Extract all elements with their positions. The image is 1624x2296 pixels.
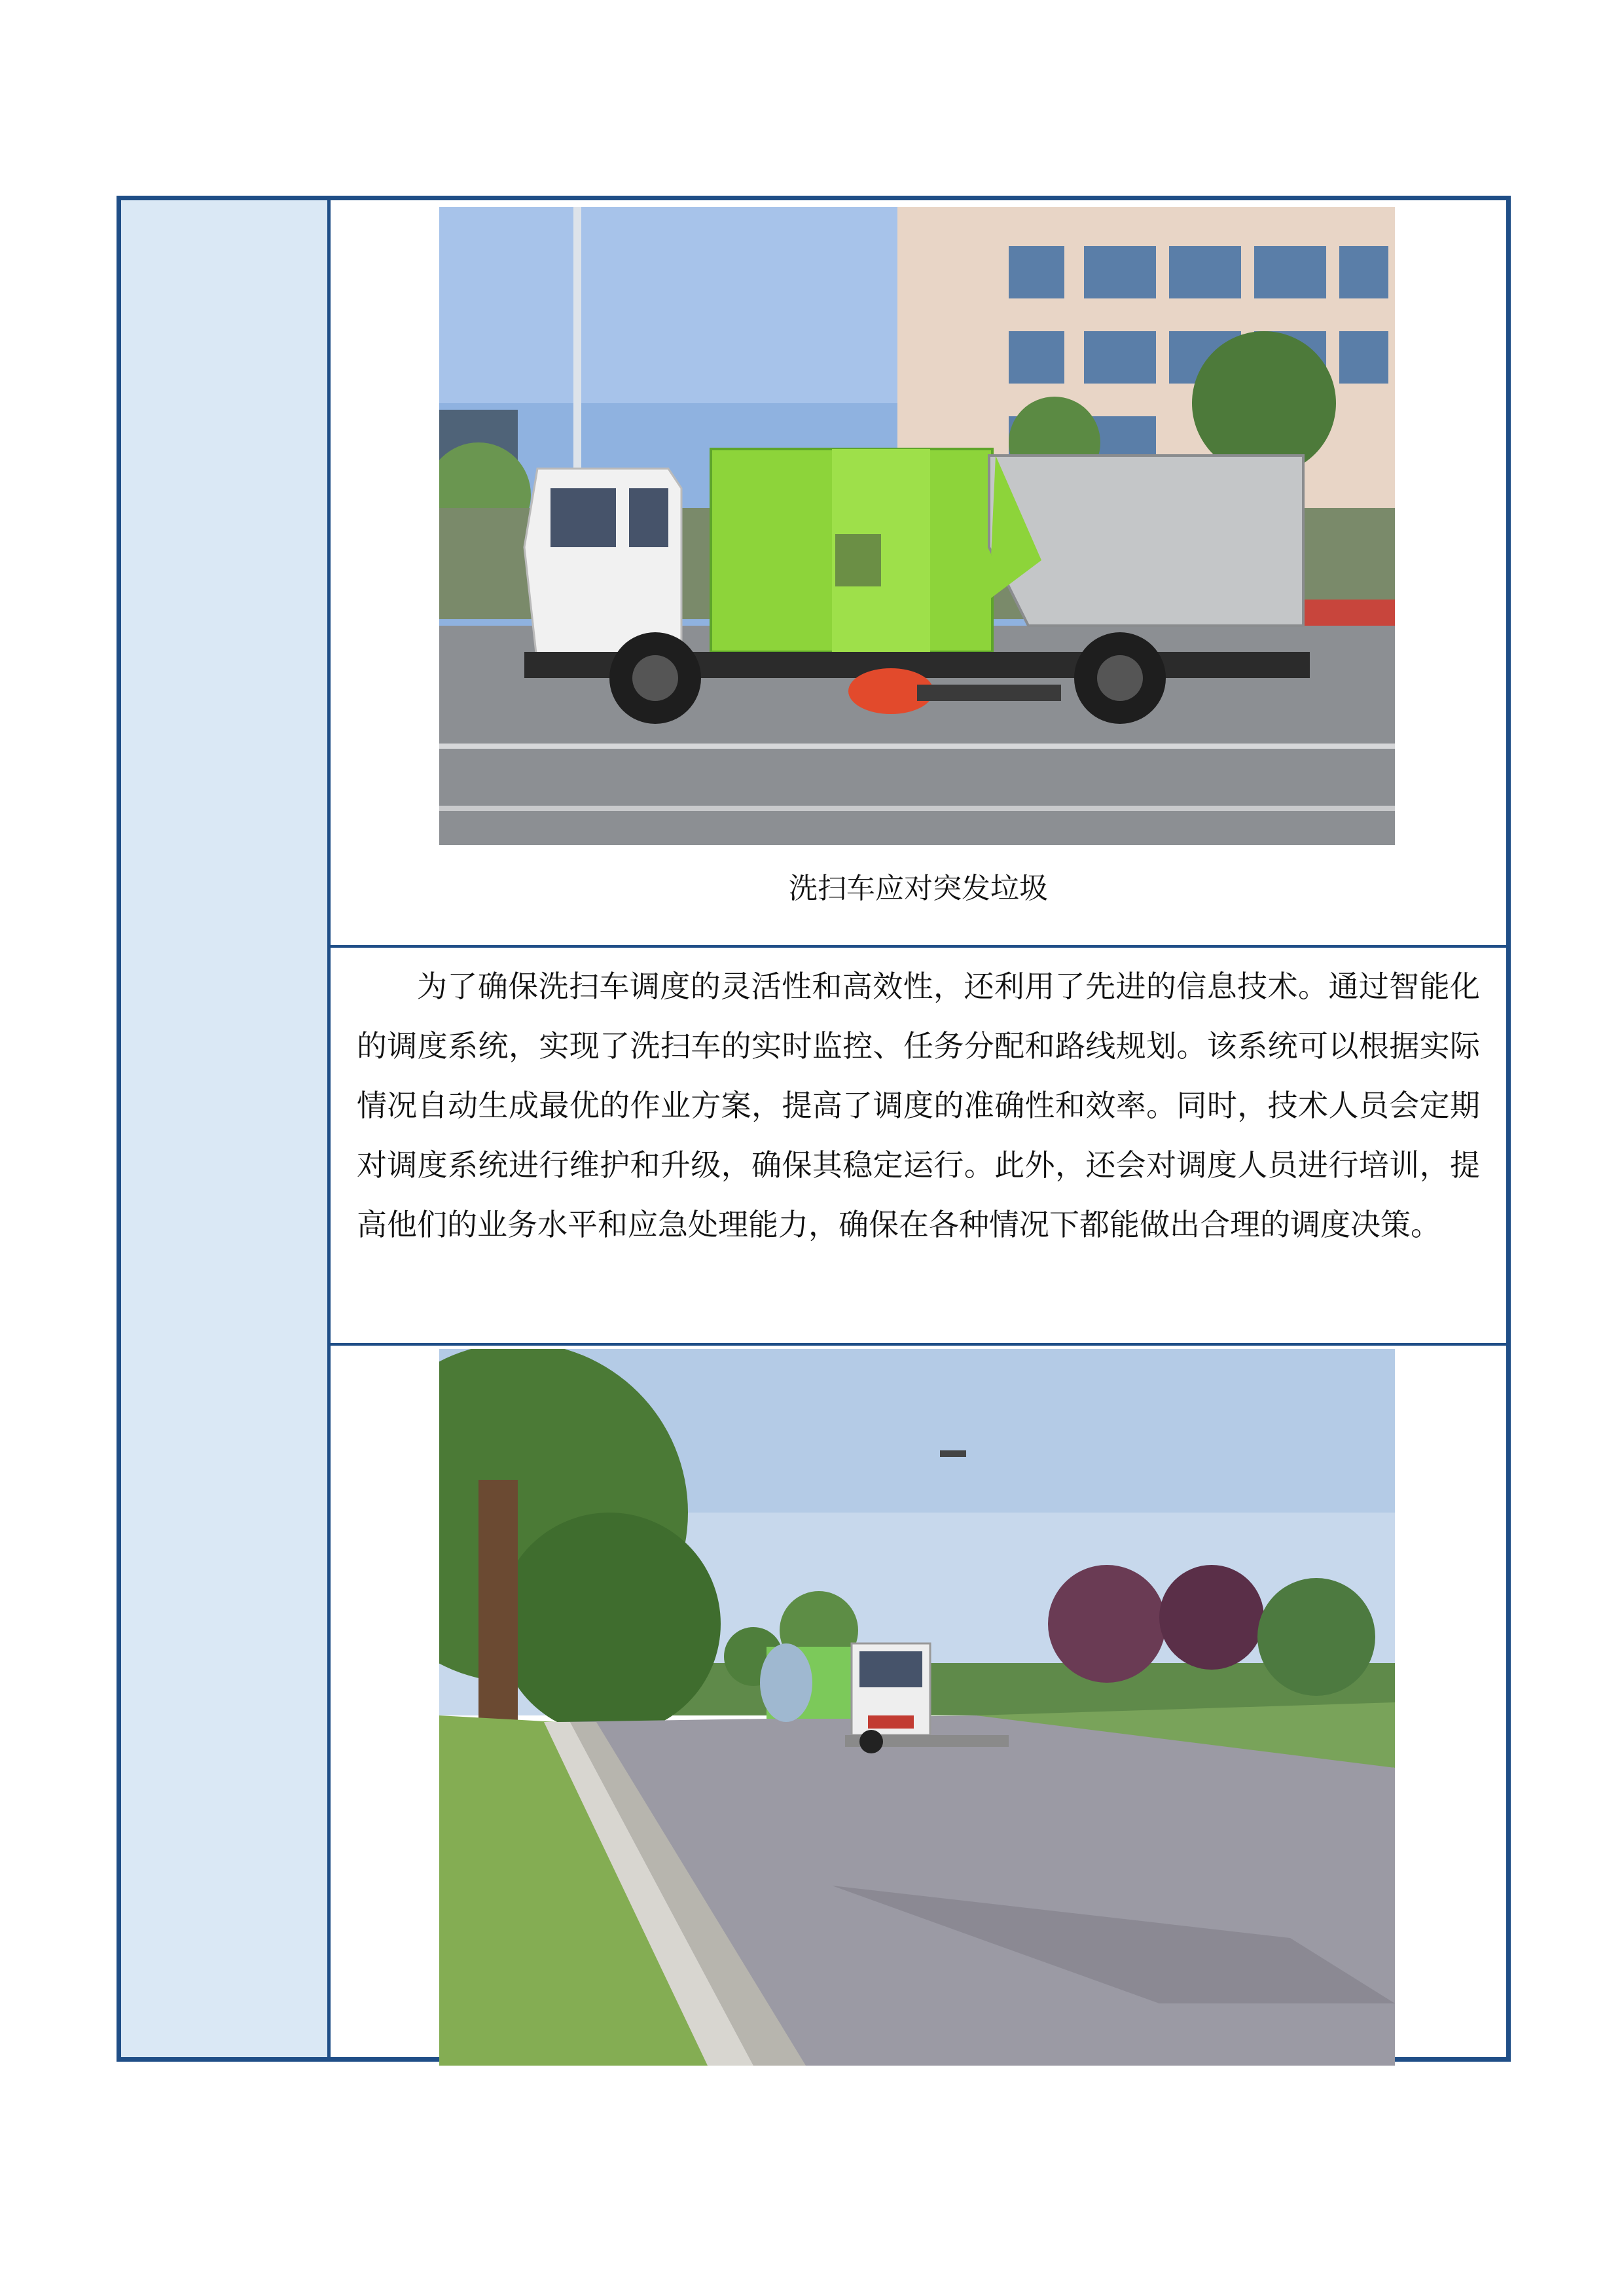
street-sweeper-truck-photo [439, 207, 1395, 845]
left-column [121, 200, 331, 2057]
document-table [117, 196, 1511, 2062]
street-sweeper-photo-icon [439, 207, 1395, 845]
right-column [331, 200, 1506, 2057]
figure-row-2 [331, 1346, 1506, 2057]
body-paragraph: 为了确保洗扫车调度的灵活性和高效性，还利用了先进的信息技术。通过智能化的调度系统，实现了洗扫车的实时监控、任务分配和路线规划。该系统可以根据实际情况自动生成最优的作业方案，提高了调度的准确性和效率。同时，技术人员会定期对调度系统进行维护和升级，确保其稳定运行。此外，还会对调度人员进行培训，提高他们的业务水平和应急处理能力，确保在各种情况下都能做出合理的调度决策。 [357, 969, 1480, 1242]
figure-row-1 [331, 200, 1506, 948]
figure-caption: 洗扫车应对突发垃圾 [789, 872, 1048, 905]
spray-truck-photo-icon [439, 1349, 1395, 2066]
water-spraying-truck-photo [439, 1349, 1395, 2066]
text-row [331, 948, 1506, 1346]
